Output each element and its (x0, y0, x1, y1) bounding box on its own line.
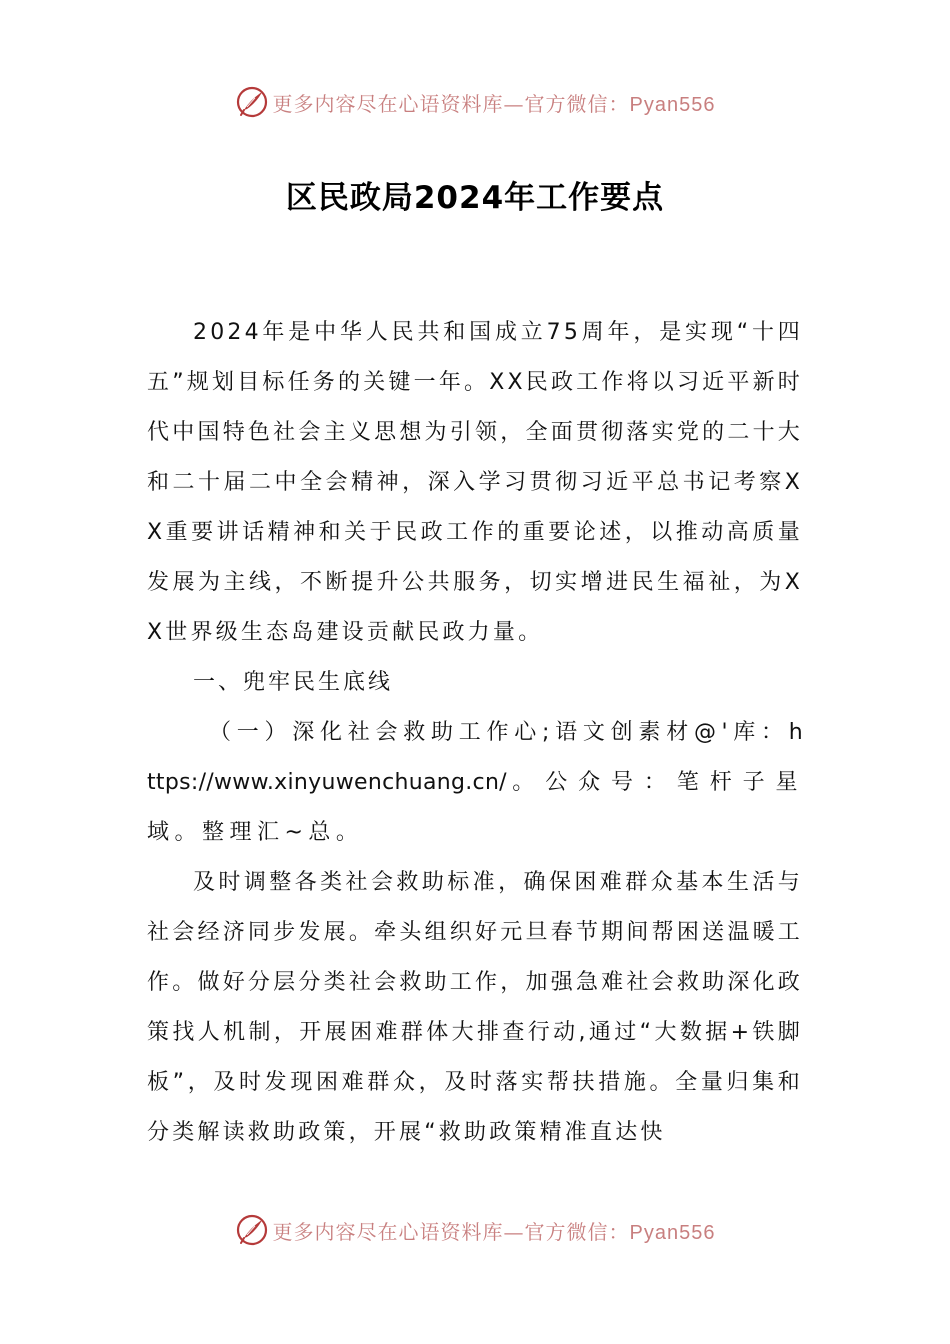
body-paragraph: 及时调整各类社会救助标准，确保困难群众基本生活与社会经济同步发展。牵头组织好元旦春节期间帮困送温暖工作。做好分层分类社会救助工作，加强急难社会救助深化政策找人机制，开展困难群体大排查行动,通过“大数据+铁脚板”，及时发现困难群众，及时落实帮扶措施。全量归集和分类解读救助政策，开展“救助政策精准直达快 (147, 870, 803, 1145)
intro-paragraph: 2024年是中华人民共和国成立75周年，是实现“十四五”规划目标任务的关键一年。XX民政工作将以习近平新时代中国特色社会主义思想为引领，全面贯彻落实党的二十大和二十届二中全会精神，深入学习贯彻习近平总书记考察XX重要讲话精神和关于民政工作的重要论述，以推动高质量发展为主线，不断提升公共服务，切实增进民生福祉，为XX世界级生态岛建设贡献民政力量。 (147, 320, 803, 645)
subsection-heading-tail: 。公众号：笔杆子星域。整理汇~总。 (147, 770, 803, 845)
document-body (147, 308, 803, 1158)
watermark-text: 更多内容尽在心语资料库—官方微信：Pyan556 (272, 1219, 716, 1244)
source-url-link[interactable]: https://www.xinyuwenchuang.cn/ (147, 720, 803, 795)
section-heading: 一、兜牢民生底线 (193, 670, 394, 695)
header-watermark-banner (0, 82, 950, 122)
document-title: 区民政局2024年工作要点 (285, 180, 665, 216)
watermark-wechat-id: Pyan556 (629, 1221, 716, 1244)
watermark-text: 更多内容尽在心语资料库—官方微信：Pyan556 (272, 91, 716, 116)
watermark-wechat-id: Pyan556 (629, 93, 716, 116)
quill-pen-logo-icon (235, 85, 269, 119)
footer-watermark-banner (0, 1210, 950, 1250)
subsection-heading-text: （一）深化社会救助工作心;语文创素材@'库： (209, 720, 789, 745)
subsection-heading (147, 708, 803, 858)
quill-pen-logo-icon (235, 1213, 269, 1247)
